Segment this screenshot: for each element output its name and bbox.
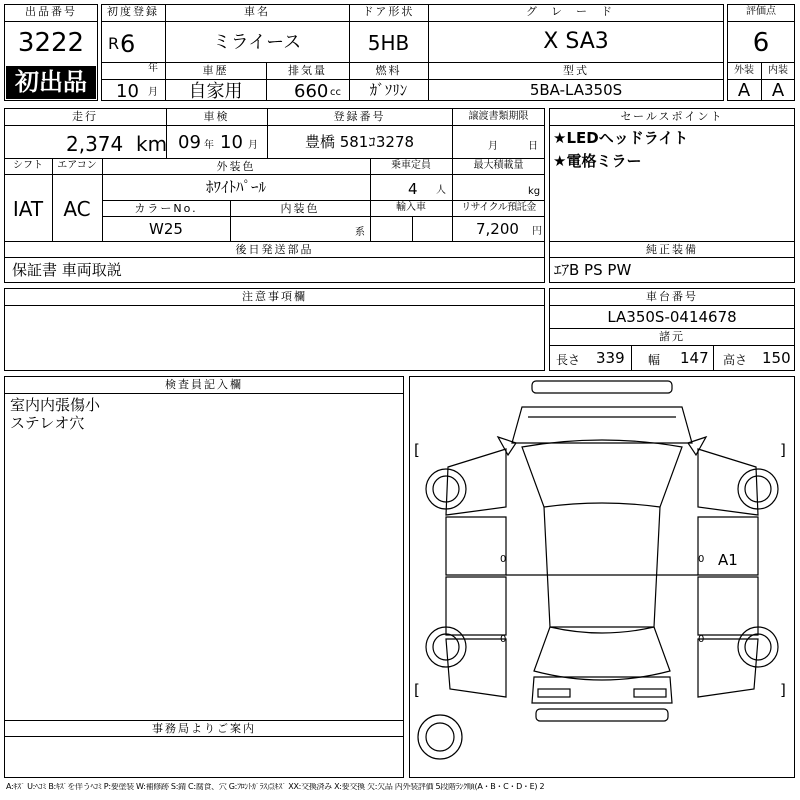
width: 147 — [680, 349, 709, 367]
displacement-label: 排気量 — [288, 64, 327, 77]
displacement: 660 — [294, 81, 329, 102]
color-label: 外装色 — [216, 160, 256, 173]
year-unit: 年 — [148, 63, 158, 74]
bracket-left-bottom: [ — [414, 681, 420, 699]
equipment: ｴｱB PS PW — [554, 261, 632, 279]
transfer-month-unit: 月 — [488, 141, 498, 152]
mileage-unit: km — [136, 132, 168, 156]
plate-label: 登録番号 — [333, 110, 386, 123]
office-label: 事務局よりご案内 — [152, 722, 256, 735]
zero-right-2: 0 — [698, 634, 705, 645]
height: 150 — [762, 349, 791, 367]
inspector-label: 検査員記入欄 — [165, 378, 243, 391]
inspector-box — [4, 376, 404, 778]
recycle-unit: 円 — [532, 226, 542, 237]
reg-label: 初度登録 — [107, 5, 159, 18]
color-no-label: カラーNo. — [134, 202, 198, 215]
ac: AC — [63, 197, 91, 221]
name-label: 車名 — [244, 5, 270, 18]
recycle-label: リサイクル預託金 — [461, 202, 536, 213]
zero-left: 0 — [500, 554, 507, 565]
legend: A:ｷｽﾞ U:ﾍｺﾐ B:ｷｽﾞを伴うﾍｺﾐ P:要塗装 W:補修跡 S:錆 C:腐食、穴 G:ﾌﾛﾝﾄｶﾞﾗｽ点ｷｽﾞ XX:交換済み X:要交換 欠:欠品 内外装評価 5段階ﾗﾝｸ順(A・B・C・D・E) 2 — [6, 783, 545, 791]
exterior-grade: A — [737, 80, 751, 101]
score-label: 評価点 — [746, 6, 776, 17]
transfer-day-unit: 日 — [528, 141, 538, 152]
model-code: 5BA-LA350S — [529, 81, 623, 99]
reg-month: 10 — [116, 81, 139, 102]
mileage: 2,374 — [66, 132, 124, 156]
displacement-unit: cc — [330, 87, 341, 98]
dims-label: 諸元 — [659, 330, 685, 343]
mileage-label: 走行 — [72, 110, 98, 123]
transfer-label: 譲渡書類期限 — [468, 111, 529, 122]
inspection-month: 10 — [220, 132, 243, 153]
damage-mark-a1: A1 — [718, 551, 738, 569]
lot-number: 3222 — [17, 28, 85, 58]
inspection-year-unit: 年 — [204, 140, 214, 151]
notes-label: 注意事項欄 — [242, 290, 307, 303]
capacity: 4 — [408, 180, 418, 198]
zero-left-2: 0 — [500, 634, 507, 645]
interior-color-unit: 系 — [355, 227, 365, 238]
exterior-label: 外装 — [734, 65, 754, 76]
color-no: W25 — [149, 220, 183, 238]
color: ﾎﾜｲﾄﾊﾟｰﾙ — [205, 178, 266, 196]
fuel-label: 燃料 — [375, 64, 402, 77]
length: 339 — [596, 349, 625, 367]
fuel: ｶﾞｿﾘﾝ — [369, 81, 408, 99]
zero-right: 0 — [698, 554, 705, 565]
car-diagram — [409, 376, 795, 778]
shipping: 保証書 車両取説 — [12, 261, 122, 279]
interior-grade: A — [771, 80, 785, 101]
equipment-label: 純正装備 — [646, 243, 698, 256]
recycle: 7,200 — [476, 220, 519, 238]
load-label: 最大積載量 — [473, 160, 524, 171]
grade: X SA3 — [543, 29, 609, 54]
shipping-label: 後日発送部品 — [235, 243, 314, 256]
era-prefix: R — [108, 34, 120, 53]
sales-point-2: ★電格ミラー — [553, 152, 642, 170]
shift: IAT — [12, 197, 44, 221]
car-outline-drawing — [410, 377, 794, 777]
inspection-month-unit: 月 — [248, 140, 258, 151]
bracket-right-bottom: ] — [780, 681, 786, 699]
history: 自家用 — [188, 81, 243, 102]
door-type: 5HB — [367, 31, 410, 55]
plate: 豊橋 581ｺ3278 — [304, 133, 415, 151]
car-name: ミライース — [212, 32, 302, 53]
inspector-line-1: 室内内張傷小 — [10, 396, 101, 414]
inspection-year: 09 — [178, 132, 201, 153]
grade-label: グレード — [526, 5, 626, 18]
sales-label: セールスポイント — [620, 110, 724, 123]
inspection-label: 車検 — [203, 110, 230, 123]
month-unit: 月 — [148, 87, 158, 98]
first-listing-text: 初出品 — [15, 68, 87, 96]
chassis-label: 車台番号 — [646, 290, 698, 303]
lot-label: 出品番号 — [25, 5, 77, 18]
inspector-line-2: ステレオ穴 — [10, 414, 85, 432]
length-label: 長さ — [556, 353, 581, 367]
chassis: LA350S-0414678 — [607, 308, 737, 326]
capacity-label: 乗車定員 — [391, 160, 431, 171]
model-label: 型式 — [563, 64, 589, 77]
shift-label: シフト — [13, 160, 43, 171]
interior-label: 内装 — [768, 65, 788, 76]
history-label: 車歴 — [202, 64, 229, 77]
interior-color-label: 内装色 — [280, 202, 320, 215]
door-label: ドア形状 — [362, 5, 415, 18]
ac-label: エアコン — [57, 160, 97, 171]
reg-year: 6 — [120, 30, 136, 58]
width-label: 幅 — [648, 353, 661, 367]
height-label: 高さ — [723, 353, 748, 367]
score: 6 — [752, 28, 770, 58]
capacity-unit: 人 — [436, 185, 446, 196]
load-unit: kg — [528, 186, 541, 197]
bracket-right-top: ] — [780, 441, 786, 459]
bracket-left-top: [ — [414, 441, 420, 459]
sales-point-1: ★LEDヘッドライト — [553, 129, 689, 147]
import-label: 輸入車 — [396, 202, 426, 213]
